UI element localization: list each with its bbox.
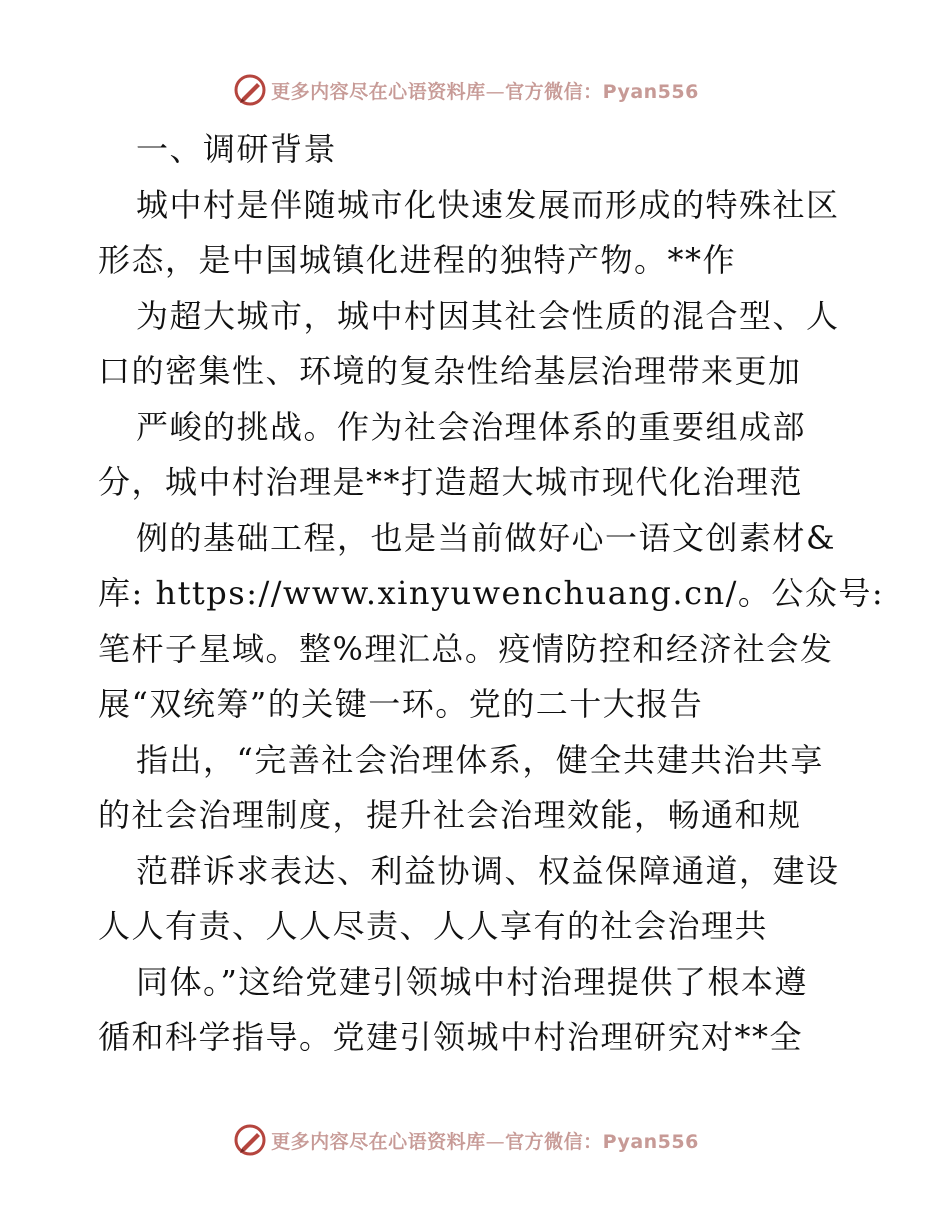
- paragraph-line: 循和科学指导。党建引领城中村治理研究对**全: [98, 1018, 804, 1056]
- paragraph-line: 范群诉求表达、利益协调、权益保障通道，建设: [136, 851, 840, 890]
- paragraph-line: 形态，是中国城镇化进程的独特产物。**作: [98, 241, 737, 279]
- section-heading: 一、调研背景: [136, 130, 338, 168]
- document-body: [98, 122, 885, 1066]
- paragraph-line: 城中村是伴随城市化快速发展而形成的特殊社区: [136, 185, 840, 224]
- paragraph-line: 例的基础工程，也是当前做好心一语文创素材&: [136, 518, 836, 557]
- paragraph-line: 同体。”这给党建引领城中村治理提供了根本遵: [136, 962, 808, 1001]
- paragraph-line: 库: https://www.xinyuwenchuang.cn/。公众号:: [98, 574, 885, 612]
- paragraph-line: 为超大城市，城中村因其社会性质的混合型、人: [136, 296, 840, 335]
- header-banner-text: 更多内容尽在心语资料库—官方微信：Pyan556: [271, 80, 699, 103]
- footer-banner-text: 更多内容尽在心语资料库—官方微信：Pyan556: [271, 1130, 699, 1153]
- paragraph-line: 口的密集性、环境的复杂性给基层治理带来更加: [98, 352, 802, 390]
- paragraph-line: 分，城中村治理是**打造超大城市现代化治理范: [98, 463, 804, 501]
- paragraph-line: 笔杆子星域。整%理汇总。疫情防控和经济社会发: [98, 629, 834, 668]
- paragraph-line: 的社会治理制度，提升社会治理效能，畅通和规: [98, 796, 802, 834]
- pen-logo-icon: [233, 1123, 267, 1157]
- paragraph-line: 人人有责、人人尽责、人人享有的社会治理共: [98, 907, 769, 945]
- header-banner: [0, 70, 950, 110]
- paragraph-line: 严峻的挑战。作为社会治理体系的重要组成部: [136, 407, 807, 446]
- paragraph-line: 展“双统筹”的关键一环。党的二十大报告: [98, 685, 704, 723]
- footer-banner: [0, 1120, 950, 1160]
- paragraph-line: 指出，“完善社会治理体系，健全共建共治共享: [136, 740, 824, 779]
- pen-logo-icon: [233, 73, 267, 107]
